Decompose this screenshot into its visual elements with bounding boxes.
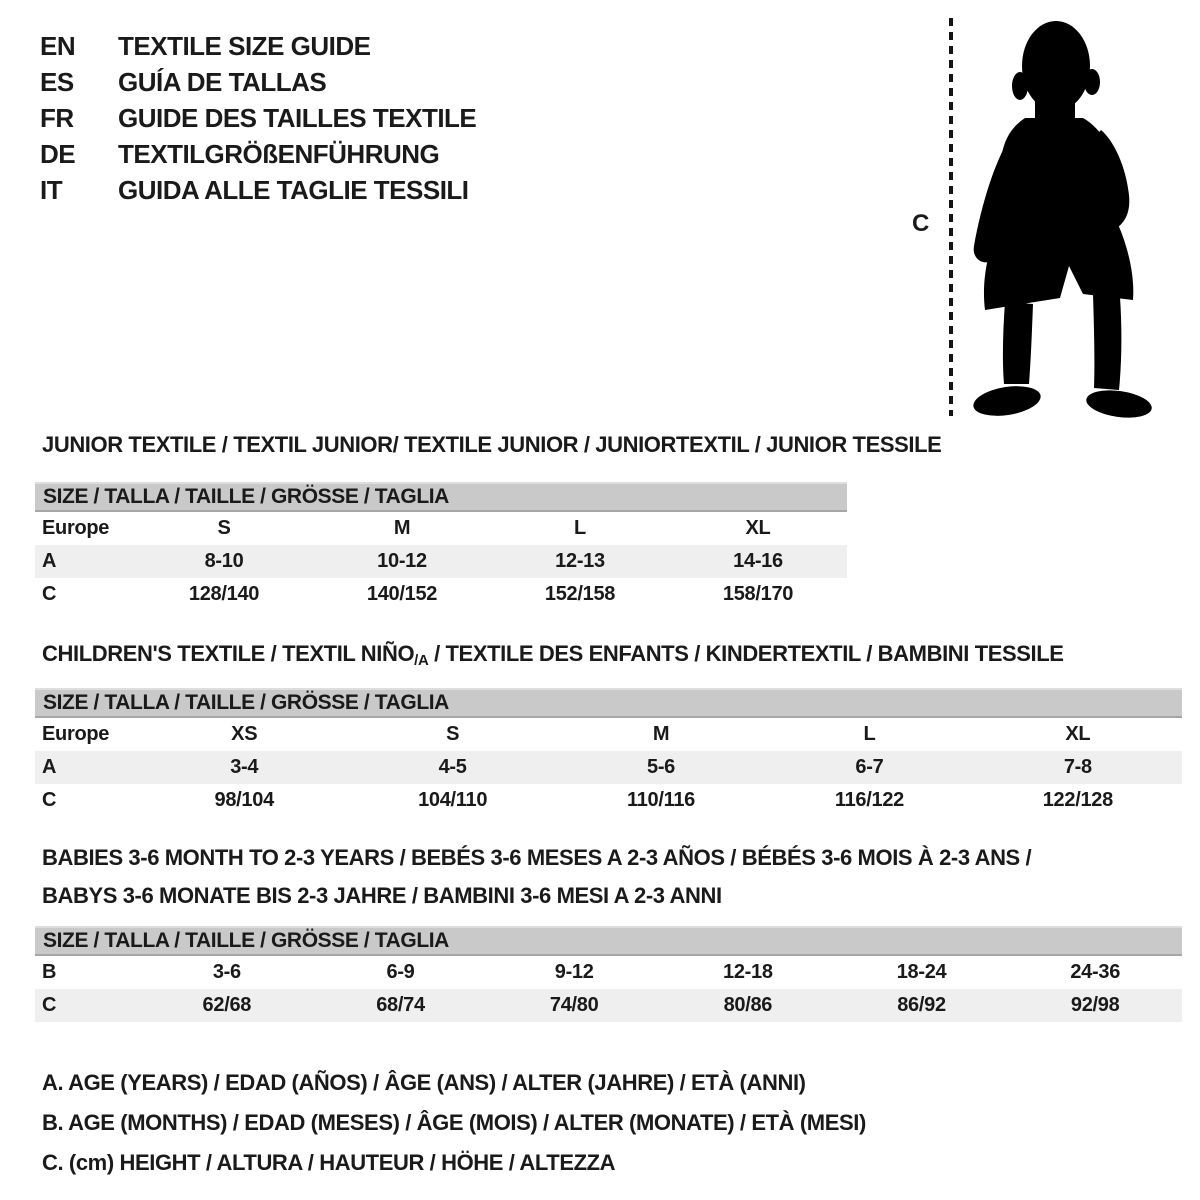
height-cell: 68/74 (376, 994, 425, 1016)
junior-size-table (35, 482, 847, 611)
toddler-silhouette-icon (965, 20, 1155, 420)
size-header-bar: SIZE / TALLA / TAILLE / GRÖSSE / TAGLIA (35, 926, 1182, 956)
legend-line-height: C. (cm) HEIGHT / ALTURA / HAUTEUR / HÖHE / ALTEZZA (42, 1150, 616, 1175)
size-cell: XL (1065, 723, 1091, 745)
language-label: TEXTILGRÖßENFÜHRUNG (118, 138, 440, 169)
size-cell: S (446, 723, 460, 745)
language-label: GUIDA ALLE TAGLIE TESSILI (118, 174, 469, 205)
size-cell: XS (231, 723, 258, 745)
table-row-height (35, 989, 1182, 1022)
size-cell: L (863, 723, 876, 745)
language-row-de (40, 136, 476, 172)
size-cell: M (393, 517, 411, 539)
babies-size-table (35, 926, 1182, 1022)
babies-section-title-line2: BABYS 3-6 MONATE BIS 2-3 JAHRE / BAMBINI 3-6 MESI A 2-3 ANNI (42, 883, 722, 908)
table-row-europe (35, 512, 847, 545)
children-title-pre: CHILDREN'S TEXTILE / TEXTIL NIÑO (42, 641, 415, 666)
months-cell: 12-18 (723, 961, 773, 983)
months-cell: 24-36 (1070, 961, 1121, 983)
row-label: A (42, 756, 57, 778)
height-cell: 140/152 (366, 583, 438, 605)
age-cell: 4-5 (438, 756, 467, 778)
height-measure-label: C (912, 210, 930, 237)
children-title-post: / TEXTILE DES ENFANTS / KINDERTEXTIL / BAMBINI TESSILE (428, 641, 1064, 666)
height-cell: 122/128 (1042, 789, 1113, 811)
language-code: EN (40, 30, 76, 61)
height-cell: 116/122 (834, 789, 904, 811)
table-row-europe (35, 718, 1182, 751)
children-section-title (42, 641, 1064, 674)
size-cell: L (574, 517, 586, 539)
junior-section-title: JUNIOR TEXTILE / TEXTIL JUNIOR/ TEXTILE JUNIOR / JUNIORTEXTIL / JUNIOR TESSILE (42, 432, 942, 457)
age-cell: 7-8 (1063, 756, 1092, 778)
age-cell: 10-12 (377, 550, 427, 572)
language-row-es (40, 64, 476, 100)
height-cell: 128/140 (188, 583, 260, 605)
height-cell: 104/110 (418, 789, 488, 811)
age-cell: 12-13 (555, 550, 605, 572)
height-cell: 86/92 (897, 994, 946, 1016)
language-title-list (40, 28, 476, 208)
height-measure-dashed-line (949, 18, 953, 416)
age-cell: 8-10 (204, 550, 244, 572)
row-label: Europe (42, 723, 110, 745)
language-row-fr (40, 100, 476, 136)
row-label: C (42, 789, 57, 811)
language-row-it (40, 172, 476, 208)
table-row-months (35, 956, 1182, 989)
table-row-height (35, 578, 847, 611)
size-cell: XL (745, 517, 771, 539)
size-header-bar: SIZE / TALLA / TAILLE / GRÖSSE / TAGLIA (35, 482, 847, 512)
age-cell: 6-7 (855, 756, 884, 778)
language-row-en (40, 28, 476, 64)
table-row-age (35, 545, 847, 578)
months-cell: 3-6 (212, 961, 241, 983)
language-label: GUÍA DE TALLAS (118, 66, 327, 97)
age-cell: 14-16 (733, 550, 783, 572)
row-label: C (42, 994, 57, 1016)
babies-section-title-line1: BABIES 3-6 MONTH TO 2-3 YEARS / BEBÉS 3-6 MESES A 2-3 AÑOS / BÉBÉS 3-6 MOIS À 2-3 ANS / (42, 845, 1032, 870)
months-cell: 6-9 (386, 961, 415, 983)
language-code: IT (40, 174, 63, 205)
children-title-sub: /A (414, 652, 429, 669)
height-cell: 158/170 (722, 583, 794, 605)
size-cell: M (652, 723, 670, 745)
height-cell: 74/80 (549, 994, 599, 1016)
size-header-bar: SIZE / TALLA / TAILLE / GRÖSSE / TAGLIA (35, 688, 1182, 718)
language-label: GUIDE DES TAILLES TEXTILE (118, 102, 477, 133)
table-row-age (35, 751, 1182, 784)
height-cell: 92/98 (1070, 994, 1120, 1016)
row-label: A (42, 550, 57, 572)
row-label: B (42, 961, 57, 983)
row-label: Europe (42, 517, 110, 539)
language-code: DE (40, 138, 76, 169)
language-label: TEXTILE SIZE GUIDE (118, 30, 371, 61)
language-code: ES (40, 66, 74, 97)
size-cell: S (217, 517, 231, 539)
height-cell: 62/68 (202, 994, 252, 1016)
legend-line-age-years: A. AGE (YEARS) / EDAD (AÑOS) / ÂGE (ANS) / ALTER (JAHRE) / ETÀ (ANNI) (42, 1070, 806, 1095)
height-cell: 152/158 (544, 583, 616, 605)
row-label: C (42, 583, 57, 605)
table-row-height (35, 784, 1182, 817)
legend-line-age-months: B. AGE (MONTHS) / EDAD (MESES) / ÂGE (MOIS) / ALTER (MONATE) / ETÀ (MESI) (42, 1110, 866, 1135)
months-cell: 9-12 (554, 961, 594, 983)
age-cell: 5-6 (647, 756, 676, 778)
height-cell: 110/116 (627, 789, 696, 811)
children-size-table (35, 688, 1182, 817)
height-cell: 80/86 (723, 994, 773, 1016)
months-cell: 18-24 (896, 961, 947, 983)
height-cell: 98/104 (214, 789, 274, 811)
age-cell: 3-4 (230, 756, 259, 778)
language-code: FR (40, 102, 74, 133)
